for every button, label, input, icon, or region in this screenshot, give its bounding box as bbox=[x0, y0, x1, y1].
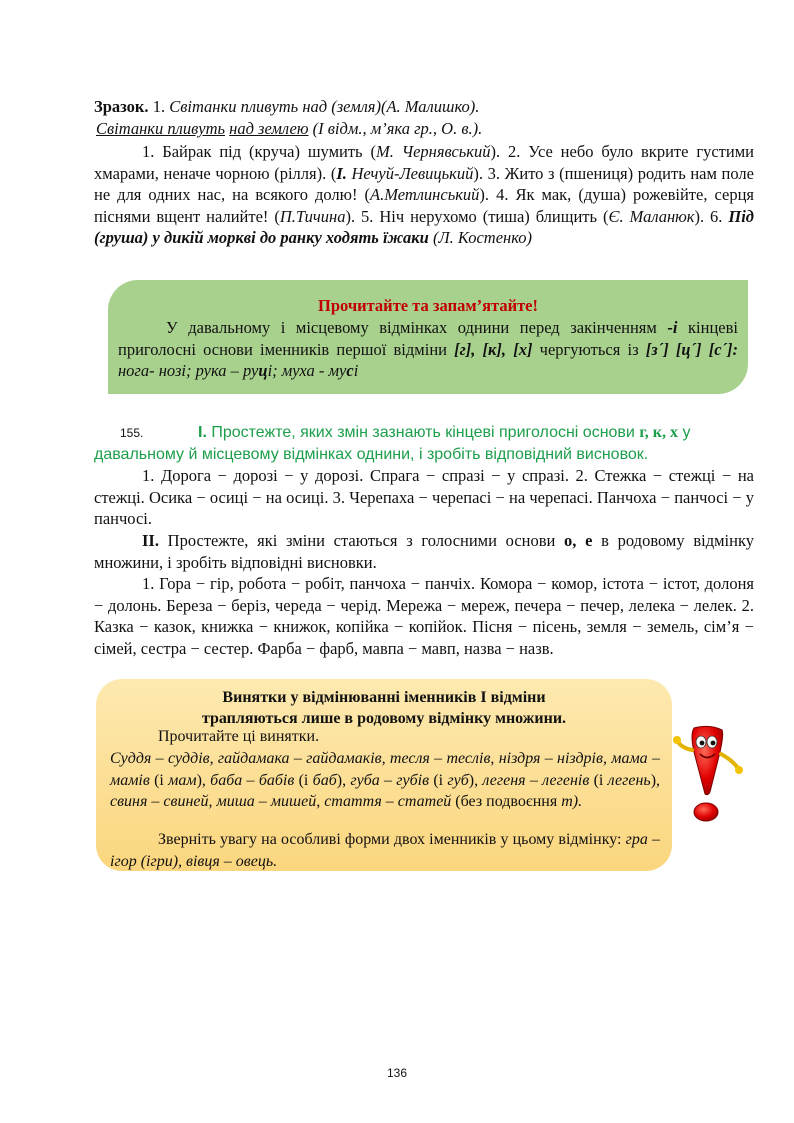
exception-note: ), bbox=[650, 771, 661, 789]
sentence-text: ). 5. Ніч нерухомо (тиша) блищить ( bbox=[345, 206, 609, 226]
exception-note: ), bbox=[196, 771, 211, 789]
exception-item: Суддя – суддів, гайдамака – гайдамаків, тесля – теслів, ніздря – ніздрів, мама – мамів bbox=[110, 750, 660, 789]
sample-analysis-object: над землею bbox=[229, 119, 309, 138]
exercise-task-2 bbox=[94, 530, 754, 573]
exception-item: свиня – свиней, миша – мишей, стаття – статей bbox=[110, 793, 452, 810]
rule-text-part: чергуються із bbox=[532, 339, 646, 359]
sample-num: 1. bbox=[152, 97, 166, 116]
sample-sentence: Світанки пливуть над (земля)(А. Малишко). bbox=[169, 97, 480, 116]
exception-note: (і bbox=[294, 771, 313, 789]
sentences-paragraph bbox=[94, 141, 754, 249]
sample-analysis-note: (І відм., м’яка гр., О. в.). bbox=[312, 119, 483, 138]
rule-example: і; муха - му bbox=[267, 361, 347, 380]
sample-analysis bbox=[96, 118, 756, 140]
rule-example-letter: ц bbox=[258, 361, 268, 380]
task-text: у давальному й місцевому відмінках однини, і зробіть відповідний висновок. bbox=[94, 424, 691, 463]
sentence-text: 1. Байрак під (круча) шумить ( bbox=[142, 142, 376, 161]
exception-alt: баб bbox=[312, 771, 337, 789]
exception-alt: т). bbox=[561, 793, 583, 810]
task-text: Простежте, які зміни стаються з голосними основи bbox=[158, 531, 565, 550]
author-initial: І. bbox=[336, 163, 347, 183]
task-letters: г, к, х bbox=[639, 424, 678, 441]
exceptions-list bbox=[110, 748, 660, 813]
sentence-text: ). 3. Жито з (пшениця) родить нам поле не для одних нас, на всякого долю! ( bbox=[94, 163, 754, 204]
note-example: гра – ігор (ігри), вівця – овець. bbox=[110, 831, 660, 870]
exception-alt: губ bbox=[447, 771, 469, 789]
exception-item: легеня – легенів bbox=[482, 771, 590, 789]
exercise-task-1 bbox=[94, 422, 754, 465]
rule-text-part: кінцеві приголосні основи іменників першої відміни bbox=[118, 318, 738, 359]
exception-note: ), bbox=[468, 771, 483, 789]
rule-example: нога- нозі; рука – ру bbox=[118, 361, 259, 380]
rule-example-letter: с bbox=[346, 361, 354, 380]
rule-text-part: У давальному і місцевому відмінках однини перед закінченням bbox=[166, 318, 668, 337]
rule-title: Прочитайте та запам’ятайте! bbox=[317, 296, 538, 315]
exception-note: (і bbox=[149, 771, 169, 789]
task-text: Простежте, яких змін зазнають кінцеві приголосні основи bbox=[206, 424, 640, 441]
exception-note: ), bbox=[336, 771, 351, 789]
note-text: Зверніть увагу на особливі форми двох іменників у цьому відмінку: bbox=[158, 831, 626, 848]
page-number: 136 bbox=[386, 1066, 408, 1080]
exceptions-box bbox=[96, 679, 672, 871]
exceptions-title bbox=[96, 687, 672, 729]
rule-box bbox=[108, 280, 748, 394]
exceptions-note bbox=[110, 829, 660, 872]
sample-analysis-subject: Світанки пливуть bbox=[96, 119, 226, 138]
author: Є. Маланюк bbox=[608, 206, 695, 226]
rule-example: і bbox=[353, 361, 359, 380]
exercise-part2-examples: 1. Гора − гір, робота − робіт, панчоха − панчіх. Комора − комор, істота − істот, долоня − долонь. Береза − беріз, череда − черід. Мережа − мереж, печера − печер, лелека − лелек. 2. Казка − казок, книжка − книжок, копійка − копійок. Пісня − пісень, земля − земель, сім’я − сімей, сестра − сестер. Фарба − фарб, мавпа − мавп, назва − назв. bbox=[94, 574, 754, 658]
exception-item: баба – бабів bbox=[210, 771, 295, 789]
sentence-text: ). 2. Усе небо було вкрите густими хмарами, неначе чорною (рілля). ( bbox=[94, 142, 754, 183]
exercise-number: 155. bbox=[120, 426, 144, 440]
exception-note: (без подвоєння bbox=[451, 793, 562, 810]
author: А.Метлинський bbox=[370, 185, 480, 204]
author: (Л. Костенко) bbox=[428, 228, 533, 247]
rule-alternates: [з´] [ц´] [с´]: bbox=[645, 339, 739, 359]
author: Нечуй-Левицький bbox=[346, 163, 474, 183]
author: П.Тичина bbox=[279, 206, 346, 226]
exceptions-title-line: Винятки у відмінюванні іменників І відміни bbox=[222, 689, 546, 706]
exception-alt: мам bbox=[168, 771, 197, 789]
rule-text bbox=[118, 317, 738, 382]
task-letters: о, е bbox=[564, 531, 593, 550]
sample-line bbox=[94, 96, 754, 118]
rule-consonants: [г], [к], [х] bbox=[454, 339, 533, 359]
sample-label: Зразок. bbox=[94, 97, 149, 116]
author: М. Чернявський bbox=[375, 142, 491, 161]
exclamation-mark-mascot-icon bbox=[672, 724, 748, 826]
rule-ending: -і bbox=[667, 318, 678, 337]
task-text: в родовому відмінку множини, і зробіть відповідні висновки. bbox=[94, 531, 754, 572]
part-label: І. bbox=[198, 424, 207, 441]
part-label: ІІ. bbox=[142, 531, 159, 550]
sentence-bold: Під (груша) у дикій моркві до ранку ходять їжаки bbox=[94, 206, 754, 247]
exercise-part1-examples: 1. Дорога − дорозі − у дорозі. Спрага − спразі − у спразі. 2. Стежка − стежці − на стежці. Осика − осиці − на осиці. 3. Черепаха − черепасі − на черепасі. Панчоха − панчосі − у панчосі. bbox=[94, 466, 754, 528]
exception-note: (і bbox=[589, 771, 608, 789]
sentence-text: ). 6. bbox=[694, 206, 729, 226]
exception-item: губа – губів bbox=[350, 771, 430, 789]
exception-alt: легень bbox=[607, 771, 651, 789]
sentence-text: ). 4. Як мак, (душа) рожевійте, серця піснями вщент налийте! ( bbox=[94, 185, 755, 226]
exceptions-read: Прочитайте ці винятки. bbox=[158, 728, 320, 745]
exception-note: (і bbox=[429, 771, 448, 789]
exceptions-title-line: трапляються лише в родовому відмінку множини. bbox=[201, 710, 567, 727]
